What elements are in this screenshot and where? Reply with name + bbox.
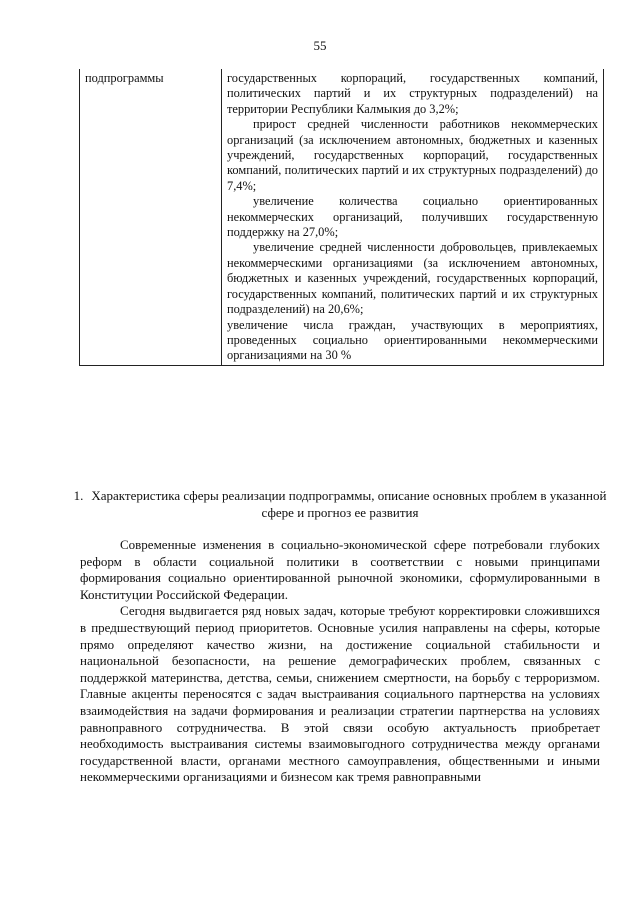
table-item: увеличение числа граждан, участвующих в мероприятиях, проведенных социально ориентированными некоммерческими организациями на 30 % <box>227 317 598 363</box>
paragraph: Сегодня выдвигается ряд новых задач, которые требуют корректировки сложившихся в предшествующий период приоритетов. Основные усилия направлены на сферы, которые прямо определяют качество жизни, на достижение социальной стабильности и национальной безопасности, на решение демографических проблем, связанных с поддержкой материнства, детства, семьи, снижением смертности, на борьбу с терроризмом. Главные акценты переносятся с задач выстраивания социального партнерства на условиях взаимодействия на задачи формирования и реализации стратегии партнерства на условиях равноправного сотрудничества. В этой связи особую актуальность приобретает необходимость выстраивания системы взаимовыгодного сотрудничества между органами государственной власти, органами местного самоуправления, общественными и иными некоммерческими организациями и бизнесом как тремя равноправными <box>80 603 600 785</box>
table-item: увеличение средней численности добровольцев, привлекаемых некоммерческими организациями (за исключением автономных, бюджетных и казенных учреждений, государственных корпораций, государственных компаний, политических партий и их структурных подразделений) на 20,6%; <box>227 240 598 317</box>
table-value-cell <box>222 69 604 365</box>
body-text <box>80 537 600 786</box>
section-number: 1. <box>73 488 84 503</box>
table-item: прирост средней численности работников некоммерческих организаций (за исключением автономных, бюджетных и казенных учреждений, государственных корпораций, государственных компаний, политических партий и их структурных подразделений) до 7,4%; <box>227 117 598 193</box>
table-item: увеличение количества социально ориентированных некоммерческих организаций, получивших государственную поддержку на 27,0%; <box>227 194 598 240</box>
section-heading <box>60 487 620 521</box>
passport-table <box>79 69 604 366</box>
page-number: 55 <box>313 38 327 53</box>
section-title: Характеристика сферы реализации подпрограммы, описание основных проблем в указанной сфере и прогноз ее развития <box>91 488 607 520</box>
table-row <box>80 69 604 365</box>
table-label-cell: подпрограммы <box>80 69 222 365</box>
paragraph: Современные изменения в социально-экономической сфере потребовали глубоких реформ в области социальной политики в соответствии с новыми принципами формирования социально ориентированной рыночной экономики, сформулированными в Конституции Российской Федерации. <box>80 537 600 602</box>
table-item: государственных корпораций, государственных компаний, политических партий и их структурных подразделений) на территории Республики Калмыкия до 3,2%; <box>227 71 598 116</box>
